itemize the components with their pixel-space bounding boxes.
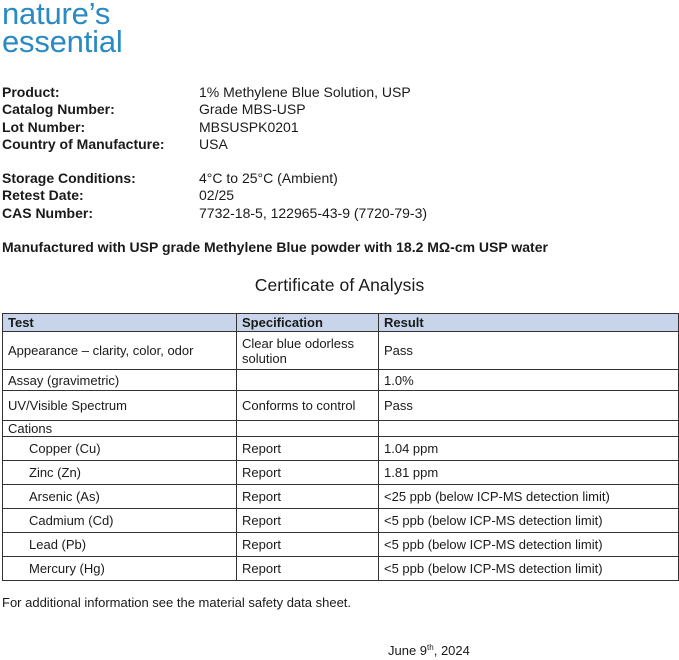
result-cell: <5 ppb (below ICP-MS detection limit) <box>379 509 679 533</box>
result-cell: 1.81 ppm <box>379 461 679 485</box>
spec-cell: Report <box>237 533 379 557</box>
storage-info <box>2 170 662 222</box>
certificate-title: Certificate of Analysis <box>254 275 425 295</box>
storage-value: 4°C to 25°C (Ambient) <box>199 170 338 186</box>
date-year: , 2024 <box>433 643 470 658</box>
test-cell: Arsenic (As) <box>3 485 237 509</box>
table-row <box>3 557 679 581</box>
retest-date-value: 02/25 <box>199 187 235 204</box>
catalog-number-row <box>2 101 662 118</box>
cas-number-value: 7732-18-5, 122965-43-9 (7720-79-3) <box>199 204 428 221</box>
spec-cell: Report <box>237 437 379 461</box>
signature-date <box>388 643 470 658</box>
spec-cell: Conforms to control <box>237 391 379 421</box>
result-cell: Pass <box>379 332 679 370</box>
brand-logo <box>2 0 123 59</box>
cas-number-row <box>2 205 662 222</box>
cas-number-label: CAS Number: <box>2 204 94 221</box>
retest-date-row <box>2 187 662 204</box>
logo-line-2: essential <box>2 24 123 59</box>
spec-cell <box>237 421 379 437</box>
test-cell: Cadmium (Cd) <box>3 509 237 533</box>
catalog-number-label: Catalog Number: <box>2 101 115 118</box>
header-specification: Specification <box>237 314 379 332</box>
table-header-row <box>3 314 679 332</box>
product-info <box>2 84 662 154</box>
footer-note: For additional information see the material safety data sheet. <box>2 595 352 610</box>
lot-number-value: MBSUSPK0201 <box>199 118 299 135</box>
result-cell: <25 ppb (below ICP-MS detection limit) <box>379 485 679 509</box>
result-cell: <5 ppb (below ICP-MS detection limit) <box>379 533 679 557</box>
table-row <box>3 370 679 391</box>
result-cell: Pass <box>379 391 679 421</box>
table-row <box>3 332 679 370</box>
result-cell: 1.0% <box>379 370 679 391</box>
result-cell: 1.04 ppm <box>379 437 679 461</box>
storage-label: Storage Conditions: <box>2 170 136 186</box>
retest-date-label: Retest Date: <box>2 187 84 204</box>
result-cell <box>379 421 679 437</box>
table-row <box>3 509 679 533</box>
header-result: Result <box>379 314 679 332</box>
table-row <box>3 485 679 509</box>
product-row <box>2 84 662 101</box>
table-row <box>3 421 679 437</box>
spec-cell <box>237 370 379 391</box>
table-row <box>3 461 679 485</box>
country-row <box>2 136 662 153</box>
spec-cell: Report <box>237 557 379 581</box>
table-row <box>3 533 679 557</box>
result-cell: <5 ppb (below ICP-MS detection limit) <box>379 557 679 581</box>
country-value: USA <box>199 136 228 153</box>
spec-cell: Clear blue odorless solution <box>237 332 379 370</box>
header-test: Test <box>3 314 237 332</box>
logo-line-1: nature’s <box>2 0 111 31</box>
lot-number-row <box>2 119 662 136</box>
product-label: Product: <box>2 84 60 100</box>
test-cell: Mercury (Hg) <box>3 557 237 581</box>
test-cell: UV/Visible Spectrum <box>3 391 237 421</box>
date-ordinal-suffix: th <box>427 643 434 652</box>
spec-cell: Report <box>237 485 379 509</box>
manufacture-note: Manufactured with USP grade Methylene Blue powder with 18.2 MΩ-cm USP water <box>2 239 548 255</box>
product-value: 1% Methylene Blue Solution, USP <box>199 84 411 100</box>
country-label: Country of Manufacture: <box>2 136 165 153</box>
date-month-day: June 9 <box>388 643 428 658</box>
test-cell: Zinc (Zn) <box>3 461 237 485</box>
test-cell: Assay (gravimetric) <box>3 370 237 391</box>
storage-row <box>2 170 662 187</box>
table-row <box>3 391 679 421</box>
test-cell: Copper (Cu) <box>3 437 237 461</box>
test-cell: Appearance – clarity, color, odor <box>3 332 237 370</box>
spec-cell: Report <box>237 509 379 533</box>
lot-number-label: Lot Number: <box>2 118 86 135</box>
coa-table <box>2 313 679 581</box>
test-cell: Cations <box>3 421 237 437</box>
catalog-number-value: Grade MBS-USP <box>199 101 306 118</box>
spec-cell: Report <box>237 461 379 485</box>
test-cell: Lead (Pb) <box>3 533 237 557</box>
table-row <box>3 437 679 461</box>
